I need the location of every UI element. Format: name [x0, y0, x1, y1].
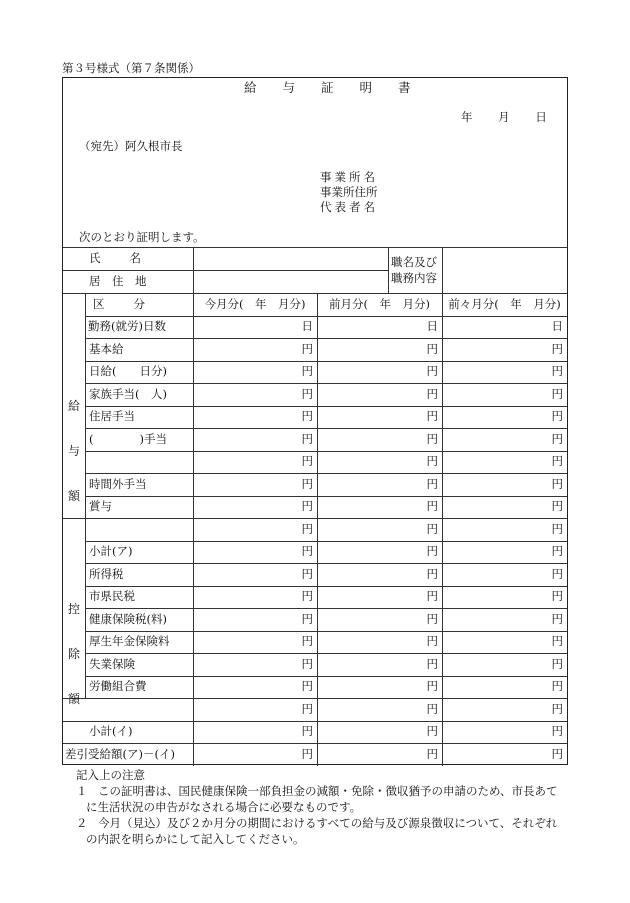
column-header: 今月分( 年 月分) — [204, 296, 306, 311]
yen-unit: 円 — [426, 746, 438, 761]
yen-unit: 円 — [301, 746, 313, 761]
yen-unit: 円 — [551, 409, 563, 423]
yen-unit: 円 — [301, 679, 313, 693]
column-header: 前月分( 年 月分) — [329, 296, 430, 311]
yen-unit: 円 — [551, 364, 563, 378]
deduction-item-label: 市県民税 — [89, 589, 135, 603]
yen-unit: 円 — [426, 364, 438, 378]
workdays-label: 勤務(就労)日数 — [88, 319, 166, 333]
yen-unit: 円 — [426, 656, 438, 671]
employer-address-label: 事業所住所 — [320, 185, 378, 199]
yen-unit: 円 — [426, 499, 438, 513]
yen-unit: 円 — [551, 679, 563, 693]
yen-unit: 円 — [551, 634, 563, 648]
job-label-line: 職名及び — [391, 255, 437, 269]
yen-unit: 円 — [426, 454, 438, 468]
yen-unit: 円 — [551, 521, 563, 536]
date-day: 日 — [535, 110, 547, 124]
note-number-1: １ — [76, 784, 88, 798]
net-amount-label: 差引受給額(ア)－(イ) — [65, 746, 175, 761]
yen-unit: 円 — [551, 589, 563, 603]
note-text-2b: の内訳を明らかにして記入してください。 — [86, 832, 305, 846]
yen-unit: 円 — [551, 701, 563, 716]
title-char: 給 — [244, 80, 257, 95]
yen-unit: 円 — [301, 476, 313, 491]
address-label: 居 住 地 — [89, 273, 147, 288]
yen-unit: 円 — [426, 341, 438, 356]
yen-unit: 円 — [551, 724, 563, 738]
yen-unit: 円 — [426, 431, 438, 446]
pay-item-label — [85, 451, 193, 474]
pay-item-label: 住居手当 — [89, 409, 135, 423]
address-value — [193, 270, 388, 293]
note-text-1b: に生活状況の申告がなされる場合に必要なものです。 — [86, 800, 362, 814]
deduction-group-label-char: 控 — [67, 601, 80, 616]
yen-unit: 円 — [426, 544, 438, 558]
yen-unit: 円 — [426, 566, 438, 581]
yen-unit: 円 — [301, 431, 313, 446]
yen-unit: 円 — [551, 431, 563, 446]
yen-unit: 円 — [301, 409, 313, 423]
deduction-item-label: 失業保険 — [89, 656, 135, 671]
yen-unit: 円 — [426, 589, 438, 603]
yen-unit: 円 — [551, 566, 563, 581]
addressee: （宛先）阿久根市長 — [79, 139, 183, 153]
yen-unit: 円 — [426, 386, 438, 401]
yen-unit: 円 — [426, 611, 438, 626]
date-month: 月 — [498, 110, 510, 124]
day-unit: 日 — [426, 319, 438, 333]
title-char: 明 — [359, 80, 373, 95]
yen-unit: 円 — [426, 476, 438, 491]
deduction-item-label: 労働組合費 — [89, 679, 147, 693]
certificate-form — [62, 77, 568, 765]
yen-unit: 円 — [301, 566, 313, 581]
yen-unit: 円 — [301, 521, 313, 536]
pay-item-label: 小計(ア) — [89, 544, 133, 558]
deduction-group-label-char: 額 — [67, 691, 80, 706]
yen-unit: 円 — [426, 679, 438, 693]
pay-group-label — [63, 338, 85, 563]
title-char: 与 — [282, 80, 296, 95]
pay-item-label: 家族手当( 人) — [89, 386, 167, 401]
name-label: 氏 名 — [89, 250, 143, 265]
pay-item-label: 日給( 日分) — [89, 364, 167, 378]
note-text-1a: この証明書は、国民健康保険一部負担金の減額・免除・徴収猶予の申請のため、市長あて — [98, 784, 558, 798]
pay-item-label: ( )手当 — [89, 431, 167, 446]
deduction-item-label: 小計(イ) — [89, 724, 133, 738]
yen-unit: 円 — [301, 656, 313, 671]
yen-unit: 円 — [551, 499, 563, 513]
title-char: 書 — [398, 80, 411, 95]
yen-unit: 円 — [301, 341, 313, 356]
yen-unit: 円 — [551, 656, 563, 671]
yen-unit: 円 — [551, 454, 563, 468]
yen-unit: 円 — [551, 341, 563, 356]
title-char: 証 — [321, 80, 334, 95]
day-unit: 日 — [551, 319, 563, 333]
yen-unit: 円 — [551, 544, 563, 558]
note-number-2: ２ — [76, 816, 88, 830]
yen-unit: 円 — [426, 634, 438, 648]
deduction-item-label — [85, 698, 193, 721]
yen-unit: 円 — [551, 746, 563, 761]
job-label-line: 職務内容 — [391, 271, 437, 285]
yen-unit: 円 — [301, 544, 313, 558]
intro-text: 次のとおり証明します。 — [79, 230, 205, 244]
day-unit: 日 — [301, 319, 313, 333]
column-header: 前々月分( 年 月分) — [448, 296, 561, 311]
deduction-item-label: 健康保険税(料) — [89, 611, 167, 626]
yen-unit: 円 — [551, 476, 563, 491]
yen-unit: 円 — [301, 454, 313, 468]
job-value — [442, 247, 567, 293]
deduction-group-label — [63, 563, 85, 743]
yen-unit: 円 — [301, 386, 313, 401]
division-header: 区 分 — [93, 296, 147, 311]
salary-table — [63, 78, 567, 764]
form-number: 第３号様式（第７条関係） — [62, 61, 200, 75]
yen-unit: 円 — [301, 499, 313, 513]
pay-group-label-char: 給 — [67, 399, 80, 413]
deduction-group-label-char: 除 — [67, 646, 80, 661]
notes-heading: 記入上の注意 — [76, 768, 145, 782]
yen-unit: 円 — [301, 634, 313, 648]
employer-rep-label: 代表者名 — [320, 200, 378, 214]
yen-unit: 円 — [301, 364, 313, 378]
yen-unit: 円 — [301, 589, 313, 603]
yen-unit: 円 — [426, 409, 438, 423]
yen-unit: 円 — [551, 386, 563, 401]
pay-item-label: 賞与 — [89, 499, 112, 513]
yen-unit: 円 — [426, 521, 438, 536]
name-value — [193, 247, 388, 270]
yen-unit: 円 — [426, 701, 438, 716]
yen-unit: 円 — [426, 724, 438, 738]
deduction-item-label: 所得税 — [89, 566, 124, 581]
yen-unit: 円 — [551, 611, 563, 626]
pay-item-label: 基本給 — [89, 341, 124, 356]
deduction-item-label: 厚生年金保険料 — [89, 634, 170, 648]
pay-item-label: 時間外手当 — [89, 476, 147, 491]
pay-item-label — [85, 518, 193, 541]
yen-unit: 円 — [301, 611, 313, 626]
date-year: 年 — [461, 110, 473, 124]
pay-group-label-char: 額 — [67, 489, 80, 503]
yen-unit: 円 — [301, 724, 313, 738]
job-label — [388, 247, 442, 293]
yen-unit: 円 — [301, 701, 313, 716]
employer-name-label: 事業所名 — [320, 170, 378, 184]
pay-group-label-char: 与 — [67, 444, 80, 458]
note-text-2a: 今月（見込）及び２か月分の期間におけるすべての給与及び源泉徴収について、それぞれ — [98, 816, 558, 830]
